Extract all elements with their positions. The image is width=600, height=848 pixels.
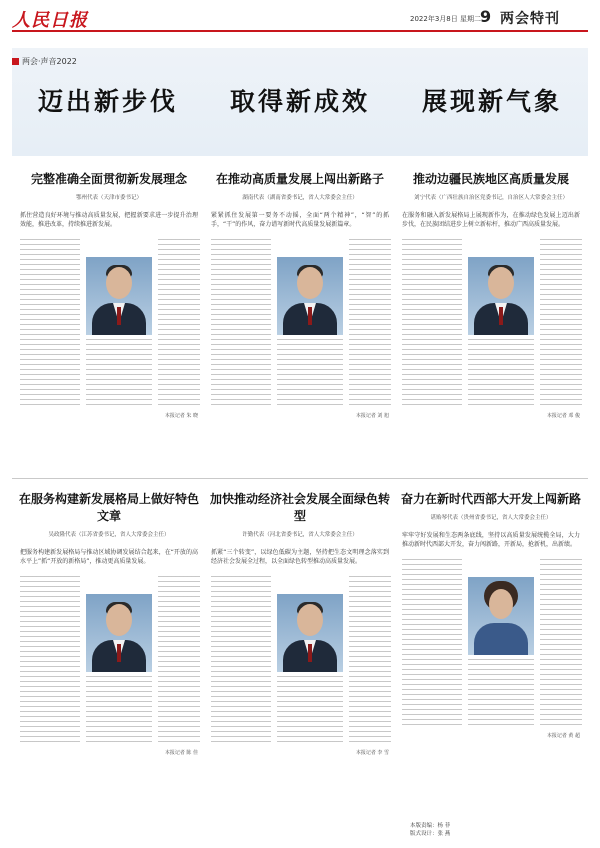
text-column-left [402,239,462,409]
text-column-mid [86,339,152,409]
reporter-credit: 本报记者 朱 晓 [164,413,198,419]
representative-portrait [86,594,152,672]
article-4 [14,490,204,756]
article-5 [205,490,395,756]
text-column-mid [277,339,343,409]
article-summary: 牢牢守好发展和生态两条底线，坚持以高质量发展统揽全局，大力推动新时代西部大开发，奋力闯新路，开新局，抢新机，出新绩。 [402,532,580,548]
headline-part-1: 迈出新步伐 [37,87,178,116]
text-column-left [211,576,271,746]
representative-portrait [468,577,534,655]
reporter-credit: 本报记者 李 雪 [355,750,389,756]
text-column-left [211,239,271,409]
text-column-right [540,239,582,409]
article-byline: 湖南代表（湖南省委书记，省人大常委会主任） [242,195,358,201]
section-tag [12,56,77,67]
representative-portrait [468,257,534,335]
text-column-left [20,576,80,746]
reporter-credit: 本报记者 邓 俊 [546,413,580,419]
publication-date: 2022年3月8日 星期二 [410,15,481,23]
page-number: 9 [480,7,492,26]
article-body [396,239,586,419]
text-column-right [158,576,200,746]
article-byline: 谌贻琴代表（贵州省委书记，省人大常委会主任） [430,515,552,521]
text-column-right [349,576,391,746]
article-byline: 鄂州代表（天津市委书记） [75,195,142,201]
article-summary: 紧紧抓住发展第一要务不动摇，全面“两个精神”，“智”的抓手，“干”的作风，奋力谱写新时代高质量发展新篇章。 [211,212,389,228]
reporter-credit: 本报记者 黄 超 [546,733,580,739]
text-column-mid [468,659,534,729]
article-title: 在推动高质量发展上闯出新路子 [215,172,384,186]
section-tag-label: 两会·声音2022 [22,57,77,66]
article-body [205,239,395,419]
article-summary: 抓住营造良好环境与推动高质量发展，把握新要求进一步提升治理效能，推进改革，持续推进新发展。 [20,212,198,228]
text-column-mid [277,676,343,746]
article-body [14,576,204,756]
article-2 [205,170,395,419]
credit-editor: 本版责编：杨 菲 [410,823,451,829]
section-mark-icon [12,58,19,65]
credit-layout: 版式设计：张 燕 [410,831,451,837]
article-title: 推动边疆民族地区高质量发展 [412,172,569,186]
text-column-left [20,239,80,409]
page-title: 两会特刊 [500,11,560,27]
article-1 [14,170,204,419]
text-column-right [158,239,200,409]
article-3 [396,170,586,419]
representative-portrait [277,594,343,672]
text-column-mid [468,339,534,409]
article-byline: 吴政隆代表（江苏省委书记，省人大常委会主任） [48,532,170,538]
reporter-credit: 本报记者 刘 旭 [355,413,389,419]
text-column-right [349,239,391,409]
representative-portrait [277,257,343,335]
masthead [12,6,588,32]
article-byline: 刘宁代表（广西壮族自治区党委书记，自治区人大常委会主任） [413,195,568,201]
article-summary: 在服务和融入新发展格局上展现新作为，在推动绿色发展上迈出新步伐，在民族团结进步上树立新标杆，推动广西高质量发展。 [402,212,580,228]
article-title: 完整准确全面贯彻新发展理念 [30,172,187,186]
headline-part-3: 展现新气象 [421,87,562,116]
text-column-mid [86,676,152,746]
article-title: 奋力在新时代西部大开发上闯新路 [400,492,581,506]
article-body [205,576,395,756]
footer-credits [410,822,450,838]
section-divider [12,478,588,479]
article-summary: 抓紧“三个转变”，以绿色低碳为主题，坚持把生态文明理念落实到经济社会发展全过程，以全面绿色转型推动高质量发展。 [211,549,389,565]
article-body [14,239,204,419]
headline-part-2: 取得新成效 [229,87,370,116]
text-column-left [402,559,462,729]
article-title: 加快推动经济社会发展全面绿色转型 [209,492,390,523]
main-headline [12,82,588,118]
representative-portrait [86,257,152,335]
article-summary: 把服务构建新发展格局与推动区域协调发展结合起来，在“开放的高水平上”抓“开放的新格局”，推动更高质量发展。 [20,549,198,565]
article-byline: 许勤代表（河北省委书记，省人大常委会主任） [242,532,358,538]
article-title: 在服务构建新发展格局上做好特色文章 [18,492,199,523]
article-body [396,559,586,739]
article-6 [396,490,586,739]
text-column-right [540,559,582,729]
reporter-credit: 本报记者 陈 佳 [164,750,198,756]
newspaper-logo: 人民日报 [12,10,88,31]
